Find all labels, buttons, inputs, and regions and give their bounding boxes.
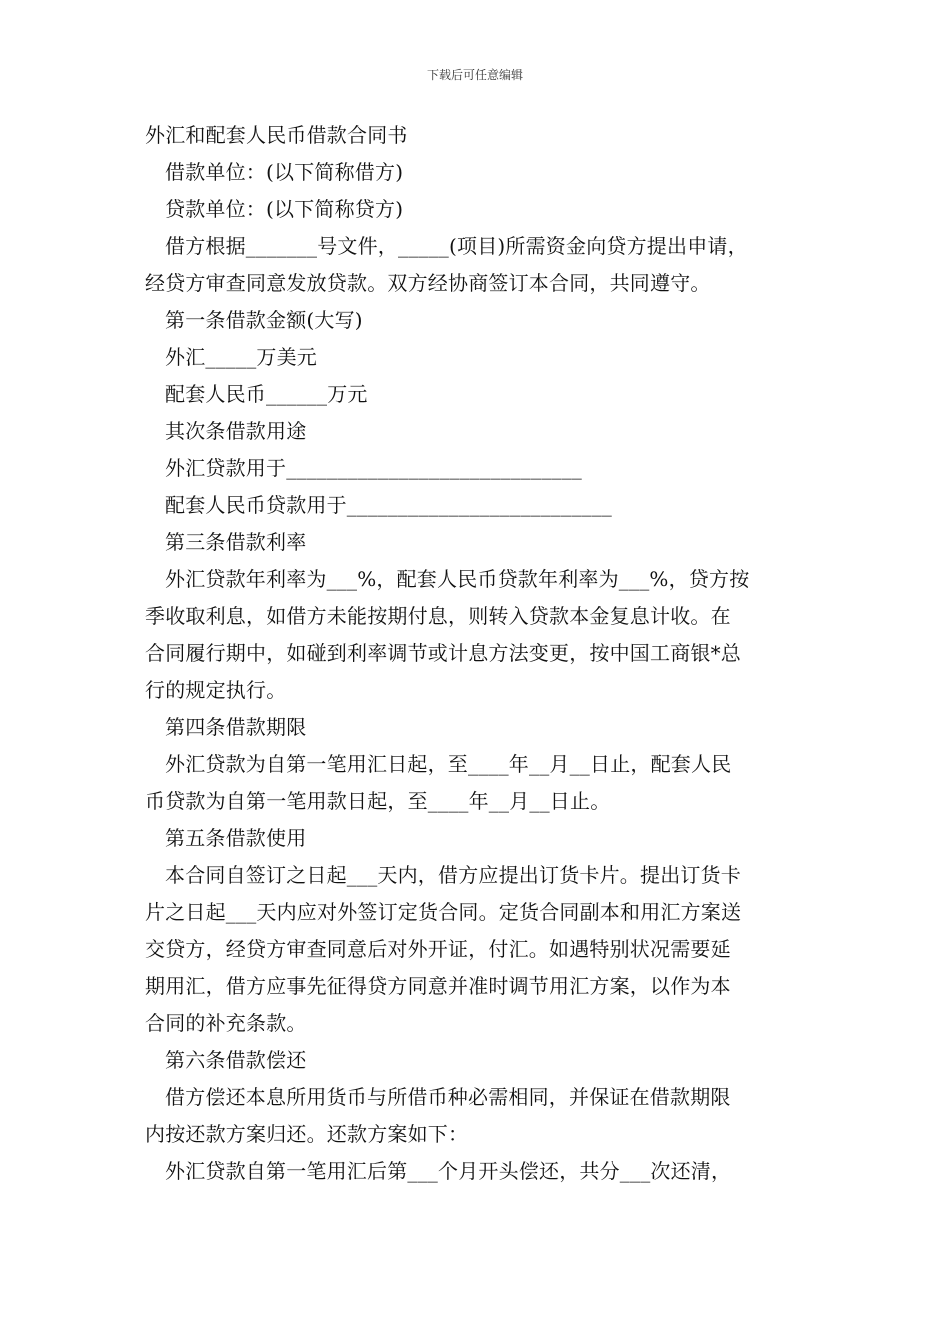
paragraph-line: 行的规定执行。 — [145, 678, 287, 702]
paragraph-line: 片之日起___天内应对外签订定货合同。定货合同副本和用汇方案送 — [145, 900, 742, 924]
article-heading: 第五条借款使用 — [165, 826, 307, 850]
paragraph-line: 借方根据_______号文件，_____(项目)所需资金向贷方提出申请， — [165, 234, 748, 258]
article-heading: 其次条借款用途 — [165, 419, 307, 443]
paragraph-line: 季收取利息，如借方未能按期付息，则转入贷款本金复息计收。在 — [145, 604, 731, 628]
paragraph-line: 配套人民币贷款用于__________________________ — [165, 493, 612, 517]
paragraph-line: 配套人民币______万元 — [165, 382, 368, 406]
paragraph-line: 期用汇，借方应事先征得贷方同意并准时调节用汇方案，以作为本 — [145, 974, 731, 998]
paragraph-line: 外汇贷款自第一笔用汇后第___个月开头偿还，共分___次还清， — [165, 1159, 732, 1183]
paragraph-line: 外汇贷款年利率为___%，配套人民币贷款年利率为___%，贷方按 — [165, 567, 750, 591]
article-heading: 第四条借款期限 — [165, 715, 307, 739]
paragraph-line: 外汇_____万美元 — [165, 345, 317, 369]
page-header-note: 下载后可任意编辑 — [426, 68, 523, 82]
article-heading: 第三条借款利率 — [165, 530, 307, 554]
paragraph-line: 合同履行期中，如碰到利率调节或计息方法变更，按中国工商银*总 — [145, 641, 741, 665]
borrower-line: 借款单位：(以下简称借方) — [165, 160, 404, 184]
paragraph-line: 币贷款为自第一笔用款日起，至____年__月__日止。 — [145, 789, 611, 813]
paragraph-line: 借方偿还本息所用货币与所借币种必需相同，并保证在借款期限 — [165, 1085, 731, 1109]
paragraph-line: 内按还款方案归还。还款方案如下： — [145, 1122, 469, 1146]
paragraph-line: 合同的补充条款。 — [145, 1011, 307, 1035]
paragraph-line: 外汇贷款用于_____________________________ — [165, 456, 582, 480]
article-heading: 第一条借款金额(大写) — [165, 308, 363, 332]
contract-body — [145, 117, 807, 1190]
paragraph-line: 外汇贷款为自第一笔用汇日起，至____年__月__日止，配套人民 — [165, 752, 732, 776]
document-title: 外汇和配套人民币借款合同书 — [145, 123, 408, 147]
paragraph-line: 交贷方，经贷方审查同意后对外开证，付汇。如遇特别状况需要延 — [145, 937, 731, 961]
article-heading: 第六条借款偿还 — [165, 1048, 307, 1072]
lender-line: 贷款单位：(以下简称贷方) — [165, 197, 404, 221]
paragraph-line: 经贷方审查同意发放贷款。双方经协商签订本合同，共同遵守。 — [145, 271, 711, 295]
paragraph-line: 本合同自签订之日起___天内，借方应提出订货卡片。提出订货卡 — [165, 863, 741, 887]
